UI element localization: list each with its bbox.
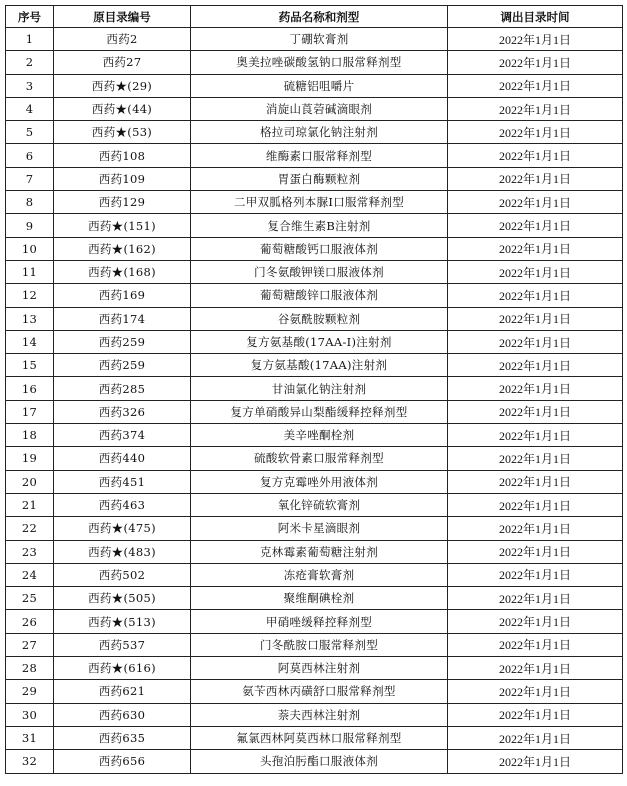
cell-removal-date: 2022年1月1日: [448, 121, 623, 144]
cell-seq: 11: [6, 260, 54, 283]
cell-drug-name-form: 美辛唑酮栓剂: [191, 424, 448, 447]
table-row: [6, 191, 623, 214]
cell-removal-date: 2022年1月1日: [448, 191, 623, 214]
cell-seq: 8: [6, 191, 54, 214]
table-row: [6, 121, 623, 144]
cell-removal-date: 2022年1月1日: [448, 237, 623, 260]
cell-drug-name-form: 氧化锌硫软膏剂: [191, 493, 448, 516]
cell-removal-date: 2022年1月1日: [448, 726, 623, 749]
table-row: [6, 330, 623, 353]
cell-removal-date: 2022年1月1日: [448, 97, 623, 120]
cell-seq: 9: [6, 214, 54, 237]
cell-drug-name-form: 阿米卡星滴眼剂: [191, 517, 448, 540]
cell-seq: 25: [6, 587, 54, 610]
table-row: [6, 657, 623, 680]
cell-seq: 17: [6, 400, 54, 423]
table-row: [6, 680, 623, 703]
cell-original-code: 西药451: [54, 470, 191, 493]
cell-original-code: 西药★(475): [54, 517, 191, 540]
cell-seq: 19: [6, 447, 54, 470]
cell-original-code: 西药★(162): [54, 237, 191, 260]
cell-seq: 23: [6, 540, 54, 563]
cell-drug-name-form: 聚维酮碘栓剂: [191, 587, 448, 610]
cell-removal-date: 2022年1月1日: [448, 563, 623, 586]
cell-removal-date: 2022年1月1日: [448, 330, 623, 353]
drug-removal-table: [5, 5, 623, 774]
cell-seq: 30: [6, 703, 54, 726]
table-row: [6, 540, 623, 563]
table-row: [6, 587, 623, 610]
table-row: [6, 400, 623, 423]
table-row: [6, 703, 623, 726]
cell-original-code: 西药374: [54, 424, 191, 447]
cell-drug-name-form: 硫糖铝咀嚼片: [191, 74, 448, 97]
table-row: [6, 28, 623, 51]
table-row: [6, 424, 623, 447]
cell-removal-date: 2022年1月1日: [448, 750, 623, 773]
cell-removal-date: 2022年1月1日: [448, 610, 623, 633]
cell-removal-date: 2022年1月1日: [448, 633, 623, 656]
cell-seq: 4: [6, 97, 54, 120]
cell-drug-name-form: 门冬氨酸钾镁口服液体剂: [191, 260, 448, 283]
table-row: [6, 633, 623, 656]
cell-seq: 1: [6, 28, 54, 51]
table-row: [6, 726, 623, 749]
cell-original-code: 西药27: [54, 51, 191, 74]
cell-removal-date: 2022年1月1日: [448, 260, 623, 283]
cell-removal-date: 2022年1月1日: [448, 400, 623, 423]
cell-original-code: 西药★(505): [54, 587, 191, 610]
cell-removal-date: 2022年1月1日: [448, 51, 623, 74]
cell-seq: 26: [6, 610, 54, 633]
cell-seq: 6: [6, 144, 54, 167]
cell-drug-name-form: 复方克霉唑外用液体剂: [191, 470, 448, 493]
cell-drug-name-form: 复合维生素B注射剂: [191, 214, 448, 237]
cell-removal-date: 2022年1月1日: [448, 657, 623, 680]
cell-original-code: 西药★(29): [54, 74, 191, 97]
cell-drug-name-form: 丁硼软膏剂: [191, 28, 448, 51]
cell-removal-date: 2022年1月1日: [448, 680, 623, 703]
cell-original-code: 西药259: [54, 330, 191, 353]
cell-removal-date: 2022年1月1日: [448, 144, 623, 167]
cell-drug-name-form: 维酶素口服常释剂型: [191, 144, 448, 167]
cell-seq: 5: [6, 121, 54, 144]
cell-removal-date: 2022年1月1日: [448, 167, 623, 190]
cell-original-code: 西药502: [54, 563, 191, 586]
cell-seq: 3: [6, 74, 54, 97]
cell-seq: 32: [6, 750, 54, 773]
cell-original-code: 西药★(513): [54, 610, 191, 633]
cell-original-code: 西药656: [54, 750, 191, 773]
table-row: [6, 377, 623, 400]
cell-original-code: 西药285: [54, 377, 191, 400]
table-row: [6, 237, 623, 260]
cell-seq: 21: [6, 493, 54, 516]
cell-original-code: 西药259: [54, 354, 191, 377]
cell-seq: 22: [6, 517, 54, 540]
cell-removal-date: 2022年1月1日: [448, 74, 623, 97]
cell-seq: 14: [6, 330, 54, 353]
cell-original-code: 西药630: [54, 703, 191, 726]
cell-drug-name-form: 格拉司琼氯化钠注射剂: [191, 121, 448, 144]
cell-seq: 28: [6, 657, 54, 680]
cell-drug-name-form: 奥美拉唑碳酸氢钠口服常释剂型: [191, 51, 448, 74]
cell-drug-name-form: 头孢泊肟酯口服液体剂: [191, 750, 448, 773]
table-row: [6, 74, 623, 97]
cell-drug-name-form: 谷氨酰胺颗粒剂: [191, 307, 448, 330]
table-row: [6, 307, 623, 330]
cell-seq: 13: [6, 307, 54, 330]
cell-drug-name-form: 葡萄糖酸锌口服液体剂: [191, 284, 448, 307]
cell-original-code: 西药174: [54, 307, 191, 330]
cell-removal-date: 2022年1月1日: [448, 354, 623, 377]
cell-drug-name-form: 二甲双胍格列本脲Ⅰ口服常释剂型: [191, 191, 448, 214]
cell-seq: 10: [6, 237, 54, 260]
table-row: [6, 284, 623, 307]
table-row: [6, 214, 623, 237]
table-row: [6, 167, 623, 190]
table-row: [6, 493, 623, 516]
cell-original-code: 西药326: [54, 400, 191, 423]
cell-seq: 7: [6, 167, 54, 190]
cell-removal-date: 2022年1月1日: [448, 703, 623, 726]
cell-removal-date: 2022年1月1日: [448, 424, 623, 447]
cell-seq: 20: [6, 470, 54, 493]
cell-removal-date: 2022年1月1日: [448, 307, 623, 330]
cell-original-code: 西药109: [54, 167, 191, 190]
cell-drug-name-form: 硫酸软骨素口服常释剂型: [191, 447, 448, 470]
table-row: [6, 610, 623, 633]
cell-original-code: 西药463: [54, 493, 191, 516]
cell-removal-date: 2022年1月1日: [448, 470, 623, 493]
cell-drug-name-form: 甲硝唑缓释控释剂型: [191, 610, 448, 633]
cell-removal-date: 2022年1月1日: [448, 517, 623, 540]
drug-removal-table-container: [5, 5, 622, 774]
cell-drug-name-form: 阿莫西林注射剂: [191, 657, 448, 680]
cell-original-code: 西药★(151): [54, 214, 191, 237]
cell-drug-name-form: 萘夫西林注射剂: [191, 703, 448, 726]
cell-original-code: 西药169: [54, 284, 191, 307]
header-seq: 序号: [6, 6, 54, 28]
table-header-row: [6, 6, 623, 28]
cell-drug-name-form: 门冬酰胺口服常释剂型: [191, 633, 448, 656]
table-body: [6, 28, 623, 774]
cell-seq: 16: [6, 377, 54, 400]
cell-drug-name-form: 氟氯西林阿莫西林口服常释剂型: [191, 726, 448, 749]
cell-seq: 18: [6, 424, 54, 447]
cell-removal-date: 2022年1月1日: [448, 540, 623, 563]
cell-drug-name-form: 复方单硝酸异山梨酯缓释控释剂型: [191, 400, 448, 423]
cell-original-code: 西药635: [54, 726, 191, 749]
cell-original-code: 西药★(44): [54, 97, 191, 120]
cell-original-code: 西药2: [54, 28, 191, 51]
table-row: [6, 97, 623, 120]
cell-original-code: 西药★(53): [54, 121, 191, 144]
cell-drug-name-form: 氨苄西林丙磺舒口服常释剂型: [191, 680, 448, 703]
cell-original-code: 西药108: [54, 144, 191, 167]
cell-removal-date: 2022年1月1日: [448, 284, 623, 307]
cell-removal-date: 2022年1月1日: [448, 214, 623, 237]
cell-drug-name-form: 复方氨基酸(17AA)注射剂: [191, 354, 448, 377]
cell-original-code: 西药★(616): [54, 657, 191, 680]
cell-seq: 15: [6, 354, 54, 377]
cell-removal-date: 2022年1月1日: [448, 447, 623, 470]
cell-drug-name-form: 葡萄糖酸钙口服液体剂: [191, 237, 448, 260]
cell-removal-date: 2022年1月1日: [448, 587, 623, 610]
table-row: [6, 354, 623, 377]
header-drug-name-form: 药品名称和剂型: [191, 6, 448, 28]
cell-drug-name-form: 复方氨基酸(17AA-Ⅰ)注射剂: [191, 330, 448, 353]
cell-drug-name-form: 克林霉素葡萄糖注射剂: [191, 540, 448, 563]
cell-seq: 24: [6, 563, 54, 586]
table-row: [6, 470, 623, 493]
cell-drug-name-form: 消旋山莨菪碱滴眼剂: [191, 97, 448, 120]
table-row: [6, 447, 623, 470]
table-row: [6, 51, 623, 74]
cell-drug-name-form: 胃蛋白酶颗粒剂: [191, 167, 448, 190]
header-removal-date: 调出目录时间: [448, 6, 623, 28]
cell-removal-date: 2022年1月1日: [448, 28, 623, 51]
cell-seq: 31: [6, 726, 54, 749]
cell-original-code: 西药537: [54, 633, 191, 656]
table-row: [6, 750, 623, 773]
cell-removal-date: 2022年1月1日: [448, 493, 623, 516]
cell-original-code: 西药621: [54, 680, 191, 703]
cell-original-code: 西药440: [54, 447, 191, 470]
cell-original-code: 西药★(483): [54, 540, 191, 563]
cell-original-code: 西药129: [54, 191, 191, 214]
cell-original-code: 西药★(168): [54, 260, 191, 283]
cell-seq: 27: [6, 633, 54, 656]
cell-seq: 29: [6, 680, 54, 703]
cell-seq: 12: [6, 284, 54, 307]
header-original-code: 原目录编号: [54, 6, 191, 28]
table-row: [6, 517, 623, 540]
table-row: [6, 260, 623, 283]
table-row: [6, 144, 623, 167]
cell-drug-name-form: 甘油氯化钠注射剂: [191, 377, 448, 400]
table-row: [6, 563, 623, 586]
cell-removal-date: 2022年1月1日: [448, 377, 623, 400]
cell-drug-name-form: 冻疮膏软膏剂: [191, 563, 448, 586]
cell-seq: 2: [6, 51, 54, 74]
